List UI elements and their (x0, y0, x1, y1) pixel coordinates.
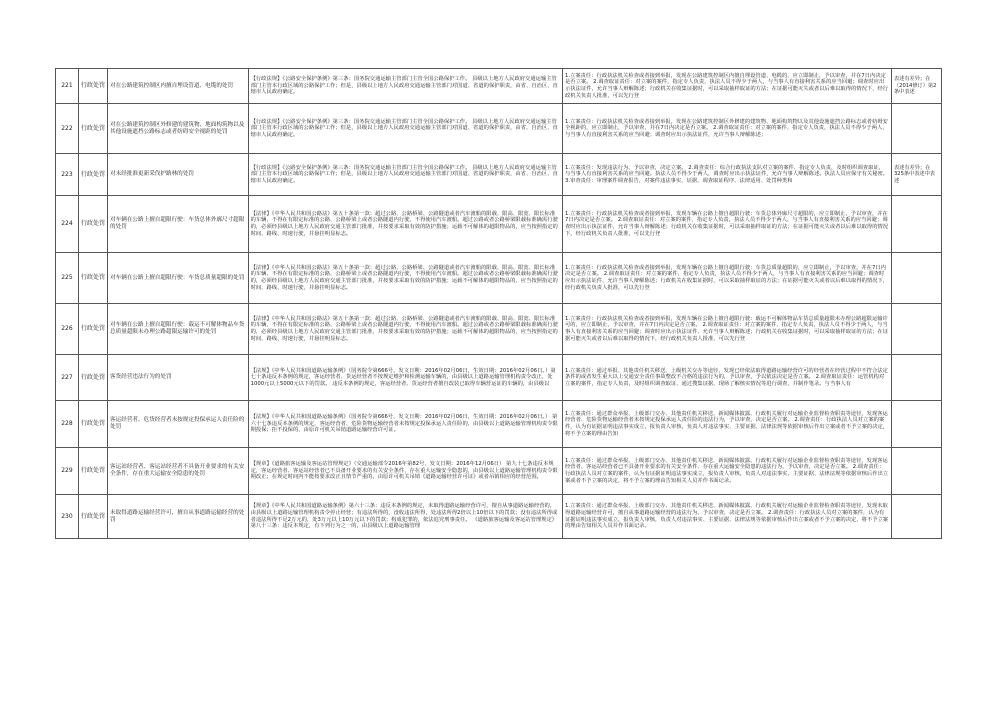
row-item-name: 客运站经营者、客运站经营者不具备开业要求的有关安全条件，存在重大运输安全隐患的处罚 (108, 448, 249, 495)
row-item-name: 未取得道路运输经营许可，擅自从事道路运输经营的处罚 (108, 495, 249, 539)
administrative-penalty-table (55, 68, 942, 539)
row-type: 行政处罚 (78, 304, 107, 355)
row-legal-basis: 【法律】《中华人民共和国公路法》第五十条第一款：超过公路、公路桥梁、公路隧道或者汽车渡船的限载、限高、限宽、限长标准的车辆，不得在有限定标准的公路、公路桥梁上或者公路隧道内行驶，不得使用汽车渡船。超过公路或者公路桥梁限载标准确需行驶的，必须经县级以上地方人民政府交通主管部门批准，并按要求采取有效的防护措施；运载不可解体的超限物品的，应当按照指定的时间、路线、时速行驶，并悬挂明显标志。 (248, 304, 562, 355)
row-item-name: 客运经营者、危货经营者未按规定投保承运人责任险的处罚 (108, 401, 249, 448)
table-row (56, 448, 942, 495)
row-type: 行政处罚 (78, 401, 107, 448)
table-row (56, 355, 942, 401)
row-responsibility: 1.立案责任：通过群众举报、上级部门交办、其他责任机关移送、新闻媒体披露、行政机关履行对运输企业监督检查职责等途径，发现未取得道路运输经营许可，擅自从事道路运输经营的违法行为，予以审查，决定是否立案。 2.调查责任：行政执法人员对立案的案件，认为有证据证明违法事实成立，报负责人审核，负责人对违法事实、主要证据、法律法规等依据审核后作出立案或者不予立案的决定，将不予立案的理由告知相关人员并作书面记录。 (562, 495, 891, 539)
row-number: 221 (56, 69, 79, 104)
row-number: 228 (56, 401, 79, 448)
row-item-name: 对未经批准更新采伐护路林的处罚 (108, 154, 249, 196)
power-list-table-page (55, 68, 942, 539)
row-legal-basis: 【法规】《中华人民共和国道路运输条例》（国务院令第666号，发文日期：2016年02月06日，生效日期：2016年02月06日。） 第六十七条违反本条例的规定，客运经营者、危险货物运输经营者未按规定投保承运人责任险的，由县级以上道路运输管理机构责令限期投保；拒不投保的，由原许可机关吊销道路运输经营许可证。 (248, 401, 562, 448)
row-type: 行政处罚 (78, 104, 107, 154)
row-item-name: 对车辆在公路上擅自超限行驶：车货总体外廓尺寸超限的处罚 (108, 196, 249, 253)
row-responsibility: 1.立案责任：行政执法机关检查或者接到举报，发现车辆在公路上擅自超限行驶：车货总质量超限的，应立即制止，予以审查，并在7日内决定是否立案。 2.调查取证责任：对立案的案件，指定专人负责，执法人员不得少于两人，与当事人有直接利害关系的应当回避；调查时应出示执法证件，允许当事人辩解陈述；行政机关在收集证据时，可以采取抽样取证的方法；在证据可能灭失或者以后难以取得的情况下，经行政机关负责人批准，可以先行登 (562, 253, 891, 304)
row-number: 229 (56, 448, 79, 495)
table-row (56, 104, 942, 154)
row-item-name: 对在公路建筑控制区内擅自埋设管道、电缆的处罚 (108, 69, 249, 104)
row-type: 行政处罚 (78, 196, 107, 253)
row-number: 230 (56, 495, 79, 539)
row-number: 223 (56, 154, 79, 196)
row-remark (891, 104, 941, 154)
row-remark (891, 495, 941, 539)
row-responsibility: 1.立案责任：行政执法机关检查或者接到举报，发现车辆在公路上擅自超限行驶：车货总体外廓尺寸超限的，应立即制止，予以审查，并在7日内决定是否立案。 2.调查取证责任：对立案的案件，指定专人负责，执法人员不得少于两人，与当事人有直接利害关系的应当回避；调查时应出示执法证件，允许当事人辩解陈述；行政机关在收集证据时，可以采取抽样取证的方法；在证据可能灭失或者以后难以取得的情况下，经行政机关负责人批准，可以先行登 (562, 196, 891, 253)
row-responsibility: 1.立案责任：通过举报、其他责任机关移送、上级机关交办等途径，发现已经依法取得道路运输经营许可的经营者在经营过程中不符合法定条件的或者发生重大以上交通安全责任事故整改不合格的违法行为的，予以审查，予以依法决定是否立案。 2.调查取证责任：运管机构对立案的案件，指定专人负责，及时组织调查取证，通过搜集证据、现场了解核实情况等进行调查，并制作笔录。与当事人有 (562, 355, 891, 401)
table-row (56, 69, 942, 104)
row-legal-basis: 【行政法规】《公路安全保护条例》第三条：国务院交通运输主管部门主管全国公路保护工作。 县级以上地方人民政府交通运输主管部门主管本行政区域的公路保护工作；但是，县级以上地方人民政府交通运输主管部门对国道、省道的保护职责，由省、自治区、直辖市人民政府确定。 (248, 104, 562, 154)
row-remark (891, 355, 941, 401)
row-remark: 表述有差异；在325条中表述中表述 (891, 154, 941, 196)
table-row (56, 495, 942, 539)
row-legal-basis: 【法律】《中华人民共和国公路法》第五十条第一款：超过公路、公路桥梁、公路隧道或者汽车渡船的限载、限高、限宽、限长标准的车辆，不得在有限定标准的公路、公路桥梁上或者公路隧道内行驶，不得使用汽车渡船。超过公路或者公路桥梁限载标准确需行驶的，必须经县级以上地方人民政府交通主管部门批准，并按要求采取有效的防护措施；运载不可解体的超限物品的，应当按照指定的时间、路线、时速行驶，并悬挂明显标志。 (248, 196, 562, 253)
row-type: 行政处罚 (78, 448, 107, 495)
row-number: 222 (56, 104, 79, 154)
table-row (56, 154, 942, 196)
row-number: 225 (56, 253, 79, 304)
row-remark (891, 448, 941, 495)
row-item-name: 对车辆在公路上擅自超限行驶：车货总质量超限的处罚 (108, 253, 249, 304)
table-body (56, 69, 942, 539)
row-remark: 表述有差异；在（2014修订）第2条中表述 (891, 69, 941, 104)
row-responsibility: 1.立案责任：通过群众举报、上级部门交办、其他责任机关移送、新闻媒体披露、行政机关履行对运输企业监督检查职责等途径，发现客运经营者、危险货物运输经营者未按规定投保承运人责任险的违法行为，予以审查，决定是否立案。 2.调查责任：行政执法人员对立案的案件，认为有证据证明违法事实成立，报负责人审核，负责人对违法事实、主要证据、法律法规等依据审核后作出立案或者不予立案的决定，将不予立案的理由告知 (562, 401, 891, 448)
row-type: 行政处罚 (78, 253, 107, 304)
row-legal-basis: 【规章】《中华人民共和国道路运输条例》第六十三条：违反本条例的规定，未取得道路运输经营许可，擅自从事道路运输经营的，由县级以上道路运输管理机构责令停止经营；有违法所得的，没收违法所得，处违法所得2倍以上10倍以下的罚款；没有违法所得或者违法所得不足2万元的，处3万元以上10万元以下的罚款；构成犯罪的，依法追究刑事责任。 《道路旅客运输及客运站管理规定》第八十三条：违反本规定，有下列行为之一的，由县级以上道路运输管理 (248, 495, 562, 539)
row-legal-basis: 【法规】《中华人民共和国道路运输条例》（国务院令第666号，发文日期：2016年02月06日，生效日期：2016年02月06日。）第七十条违反本条例的规定，客运经营者、货运经营者不按规定维护和检测运输车辆的，由县级以上道路运输管理机构责令改正，处1000元以上5000元以下的罚款。 违反本条例的规定，客运经营者、货运经营者擅自改装已取得车辆营运证的车辆的，由县级以 (248, 355, 562, 401)
row-type: 行政处罚 (78, 154, 107, 196)
row-type: 行政处罚 (78, 69, 107, 104)
table-row (56, 401, 942, 448)
row-remark (891, 401, 941, 448)
row-remark (891, 304, 941, 355)
table-row (56, 196, 942, 253)
table-row (56, 304, 942, 355)
row-legal-basis: 【法律】《中华人民共和国公路法》第五十条第一款：超过公路、公路桥梁、公路隧道或者汽车渡船的限载、限高、限宽、限长标准的车辆，不得在有限定标准的公路、公路桥梁上或者公路隧道内行驶，不得使用汽车渡船。超过公路或者公路桥梁限载标准确需行驶的，必须经县级以上地方人民政府交通主管部门批准，并按要求采取有效的防护措施；运载不可解体的超限物品的，应当按照指定的时间、路线、时速行驶，并悬挂明显标志。 (248, 253, 562, 304)
row-type: 行政处罚 (78, 495, 107, 539)
row-remark (891, 253, 941, 304)
row-responsibility: 1.立案责任：通过群众举报、上级部门交办、其他责任机关移送、新闻媒体披露、行政机关履行对运输企业监督检查职责等途径，发现客运经营者、客运站经营者已不具备开业要求的有关安全条件、存在重大运输安全隐患的违法行为，予以审查，决定是否立案。 2.调查责任：行政执法人员对立案的案件，认为有证据证明违法事实成立，报负责人审核，负责人对违法事实、主要证据、法律法规等依据审核后作出立案或者不予立案的决定，将不予立案的理由告知相关人员并作书面记录。 (562, 448, 891, 495)
row-responsibility: 1.立案责任：发现违法行为，予以审查，决定立案。 2.调查责任：综合行政执法支队对立案的案件，指定专人负责，及时组织调查取证，与当事人有直接利害关系的应当回避。执法人员不得少于两人，调查时应出示执法证件，允许当事人辩解陈述。执法人员应保守有关秘密。 3.审查责任：审理案件调查报告，对案件违法事实、证据、调查取证程序、法律适用、处罚种类和 (562, 154, 891, 196)
row-legal-basis: 【行政法规】《公路安全保护条例》第三条：国务院交通运输主管部门主管全国公路保护工作。 县级以上地方人民政府交通运输主管部门主管本行政区域的公路保护工作；但是，县级以上地方人民政府交通运输主管部门对国道、省道的保护职责，由省、自治区、直辖市人民政府确定。 (248, 154, 562, 196)
row-item-name: 对在公路建筑控制区外修建的建筑物、地面构筑物以及其他设施遮挡公路标志或者妨碍安全视距的处罚 (108, 104, 249, 154)
row-number: 224 (56, 196, 79, 253)
row-responsibility: 1.立案责任：行政执法机关检查或者接到举报，发现在公路建筑控制区内擅自埋设管道、电缆的，应立即制止，予以审查，并在7日内决定是否立案。 2.调查取证责任：对立案的案件，指定专人负责，执法人员不得少于两人，与当事人有直接利害关系的应当回避；调查时应出示执法证件，允许当事人辩解陈述；行政机关在收集证据时，可以采取抽样取证的方法；在证据可能灭失或者以后难以取得的情况下，经行政机关负责人批准，可以先行登 (562, 69, 891, 104)
row-number: 226 (56, 304, 79, 355)
row-responsibility: 1.立案责任：行政执法机关检查或者接到举报，发现车辆在公路上擅自超限行驶：载运不可解体物品车货总质量超限未办理公路超限运输许可的，应立即制止，予以审查，并在7日内决定是否立案。 2.调查取证责任：对立案的案件，指定专人负责，执法人员不得少于两人，与当事人有直接利害关系的应当回避；调查时应出示执法证件，允许当事人辩解陈述；行政机关在收集证据时，可以采取抽样取证的方法；在证据可能灭失或者以后难以取得的情况下，经行政机关负责人批准，可以先行登 (562, 304, 891, 355)
row-remark (891, 196, 941, 253)
row-number: 227 (56, 355, 79, 401)
row-item-name: 对车辆在公路上擅自超限行驶：载运不可解体物品车货总质量超限未办理公路超限运输许可的处罚 (108, 304, 249, 355)
row-legal-basis: 【规章】《道路旅客运输及客运站管理规定》（交通运输部令2016年第82号，发文日期：2016年12月06日） 第九十七条违反本规定，客运经营者、客运站经营者已不具备开业要求的有关安全条件、存在重大运输安全隐患的，由县级以上道路运输管理机构责令限期改正；在规定时间内不能按要求改正且情节严重的，由原许可机关吊销《道路运输经营许可证》或者吊销相应的经营范围。 (248, 448, 562, 495)
row-responsibility: 1.立案责任：行政执法机关检查或者接到举报，发现在公路建筑控制区外修建的建筑物、地面构筑物以及其他设施遮挡公路标志或者妨碍安全视距的，应立即制止，予以审查，并在7日内决定是否立案。 2.调查取证责任：对立案的案件，指定专人负责，执法人员不得少于两人，与当事人有直接利害关系的应当回避；调查时应出示执法证件，允许当事人辩解陈述； (562, 104, 891, 154)
row-legal-basis: 【行政法规】《公路安全保护条例》第三条：国务院交通运输主管部门主管全国公路保护工作。 县级以上地方人民政府交通运输主管部门主管本行政区域的公路保护工作；但是，县级以上地方人民政府交通运输主管部门对国道、省道的保护职责，由省、自治区、直辖市人民政府确定。 (248, 69, 562, 104)
row-item-name: 客货经营违法行为的处罚 (108, 355, 249, 401)
table-row (56, 253, 942, 304)
row-type: 行政处罚 (78, 355, 107, 401)
